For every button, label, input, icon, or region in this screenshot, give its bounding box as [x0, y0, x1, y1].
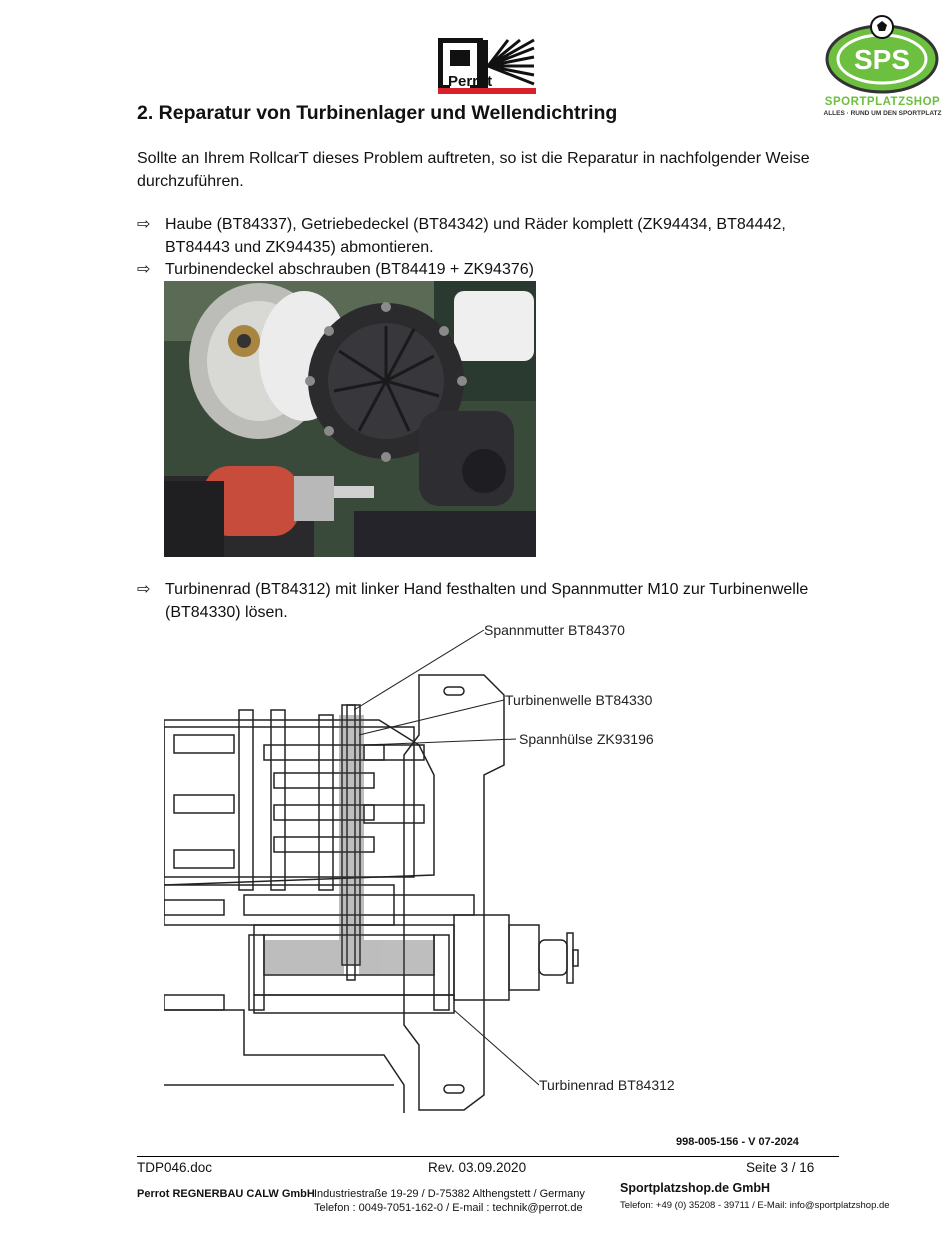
footer-shop-contact: Telefon: +49 (0) 35208 - 39711 / E-Mail: info@sportplatzshop.de: [620, 1200, 890, 1211]
list-item-text: Turbinenrad (BT84312) mit linker Hand festhalten und Spannmutter M10 zur Turbinenwelle (BT84330) lösen.: [165, 581, 809, 621]
sps-brand-name: SPORTPLATZSHOP: [824, 96, 941, 108]
section-heading: 2. Reparatur von Turbinenlager und Wellendichtring: [137, 102, 618, 124]
sps-tagline: ALLES · RUND UM DEN SPORTPLATZ: [823, 110, 942, 117]
label-turbinenwelle: Turbinenwelle BT84330: [505, 692, 653, 708]
turbine-cover-photo: [164, 281, 536, 557]
document-number: 998-005-156 - V 07-2024: [676, 1136, 799, 1148]
label-spannhuelse: Spannhülse ZK93196: [519, 731, 654, 747]
footer-filename: TDP046.doc: [137, 1160, 213, 1175]
label-turbinenrad: Turbinenrad BT84312: [539, 1077, 675, 1093]
list-item: [137, 259, 837, 282]
turbine-cross-section-diagram: [164, 615, 704, 1113]
arrow-icon: ⇨: [137, 581, 151, 598]
footer-shop-name: Sportplatzshop.de GmbH: [620, 1181, 770, 1195]
label-spannmutter: Spannmutter BT84370: [484, 622, 625, 638]
footer-divider: [137, 1156, 839, 1157]
footer-address: Industriestraße 19-29 / D-75382 Althengstett / Germany: [314, 1188, 585, 1200]
intro-paragraph: Sollte an Ihrem RollcarT dieses Problem auftreten, so ist die Reparatur in nachfolgender Weise durchzuführen.: [137, 150, 810, 190]
list-item-text: Haube (BT84337), Getriebedeckel (BT84342) und Räder komplett (ZK94434, BT84442, BT84443 und ZK94435) abmontieren.: [165, 216, 786, 256]
list-item: [137, 214, 837, 260]
arrow-icon: ⇨: [137, 261, 151, 278]
footer-company-name: Perrot REGNERBAU CALW GmbH: [137, 1188, 315, 1200]
sportplatzshop-logo: [815, 14, 950, 124]
footer-contact: Telefon : 0049-7051-162-0 / E-mail : technik@perrot.de: [314, 1202, 583, 1214]
arrow-icon: ⇨: [137, 216, 151, 233]
svg-text:SPS: SPS: [853, 44, 911, 75]
footer-page-number: Seite 3 / 16: [746, 1160, 815, 1175]
perrot-logo: [438, 38, 536, 96]
list-item-text: Turbinendeckel abschrauben (BT84419 + ZK94376): [165, 261, 534, 278]
footer-revision: Rev. 03.09.2020: [428, 1160, 527, 1175]
svg-text:Perrot: Perrot: [448, 73, 493, 90]
